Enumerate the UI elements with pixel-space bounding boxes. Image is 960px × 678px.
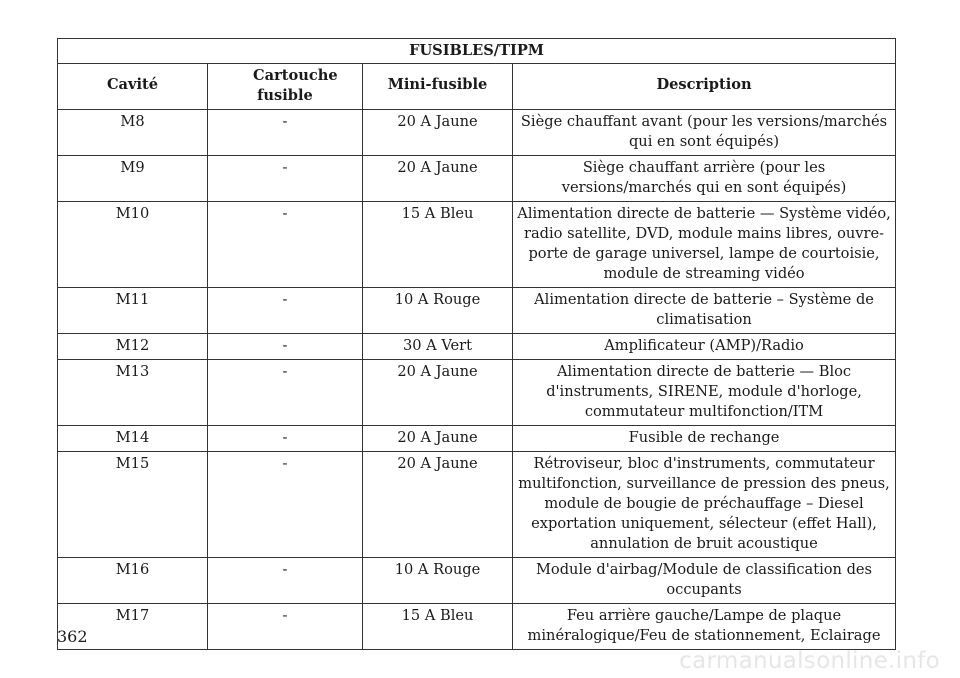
cell-cavity: M17 [58,604,208,650]
cell-cavity: M14 [58,426,208,452]
table-row [58,334,896,360]
table-row [58,360,896,426]
cell-cartridge-fuse: - [208,156,363,202]
cell-cartridge-fuse: - [208,202,363,288]
table-title: FUSIBLES/TIPM [58,39,896,64]
cell-description: Siège chauffant arrière (pour les versions/marchés qui en sont équipés) [513,156,896,202]
cell-cartridge-fuse: - [208,426,363,452]
fuse-table [57,38,896,650]
header-cartridge-fuse: Cartouche fusible [208,64,363,110]
table-row [58,288,896,334]
cell-mini-fuse: 15 A Bleu [363,202,513,288]
cell-description: Fusible de rechange [513,426,896,452]
cell-cartridge-fuse: - [208,558,363,604]
cell-mini-fuse: 20 A Jaune [363,452,513,558]
table-row [58,202,896,288]
cell-description: Amplificateur (AMP)/Radio [513,334,896,360]
cell-description: Siège chauffant avant (pour les versions/marchés qui en sont équipés) [513,110,896,156]
table-row [58,452,896,558]
cell-description: Module d'airbag/Module de classification des occupants [513,558,896,604]
table-row [58,604,896,650]
cell-description: Rétroviseur, bloc d'instruments, commutateur multifonction, surveillance de pression des pneus, module de bougie de préchauffage – Diesel exportation uniquement, sélecteur (effet Hall), annulation de bruit acoustique [513,452,896,558]
table-row [58,426,896,452]
cell-cavity: M10 [58,202,208,288]
cell-description: Alimentation directe de batterie — Bloc d'instruments, SIRENE, module d'horloge, commutateur multifonction/ITM [513,360,896,426]
cell-cavity: M11 [58,288,208,334]
cell-mini-fuse: 10 A Rouge [363,288,513,334]
cell-mini-fuse: 10 A Rouge [363,558,513,604]
header-description: Description [513,64,896,110]
cell-mini-fuse: 30 A Vert [363,334,513,360]
cell-cartridge-fuse: - [208,288,363,334]
table-row [58,156,896,202]
header-mini-fuse: Mini-fusible [363,64,513,110]
header-cavity: Cavité [58,64,208,110]
cell-mini-fuse: 20 A Jaune [363,110,513,156]
cell-mini-fuse: 20 A Jaune [363,426,513,452]
cell-cartridge-fuse: - [208,360,363,426]
cell-mini-fuse: 20 A Jaune [363,156,513,202]
cell-cavity: M15 [58,452,208,558]
table-row [58,110,896,156]
cell-mini-fuse: 20 A Jaune [363,360,513,426]
cell-cavity: M16 [58,558,208,604]
watermark: carmanualsonline.info [679,648,940,674]
cell-cavity: M9 [58,156,208,202]
cell-cartridge-fuse: - [208,334,363,360]
cell-cartridge-fuse: - [208,604,363,650]
cell-description: Feu arrière gauche/Lampe de plaque minéralogique/Feu de stationnement, Eclairage [513,604,896,650]
cell-cavity: M12 [58,334,208,360]
cell-cartridge-fuse: - [208,452,363,558]
cell-cavity: M8 [58,110,208,156]
cell-description: Alimentation directe de batterie — Système vidéo, radio satellite, DVD, module mains libres, ouvre-porte de garage universel, lampe de courtoisie, module de streaming vidéo [513,202,896,288]
cell-cartridge-fuse: - [208,110,363,156]
cell-cavity: M13 [58,360,208,426]
table-row [58,558,896,604]
cell-mini-fuse: 15 A Bleu [363,604,513,650]
page-number: 362 [57,627,88,646]
cell-description: Alimentation directe de batterie – Système de climatisation [513,288,896,334]
